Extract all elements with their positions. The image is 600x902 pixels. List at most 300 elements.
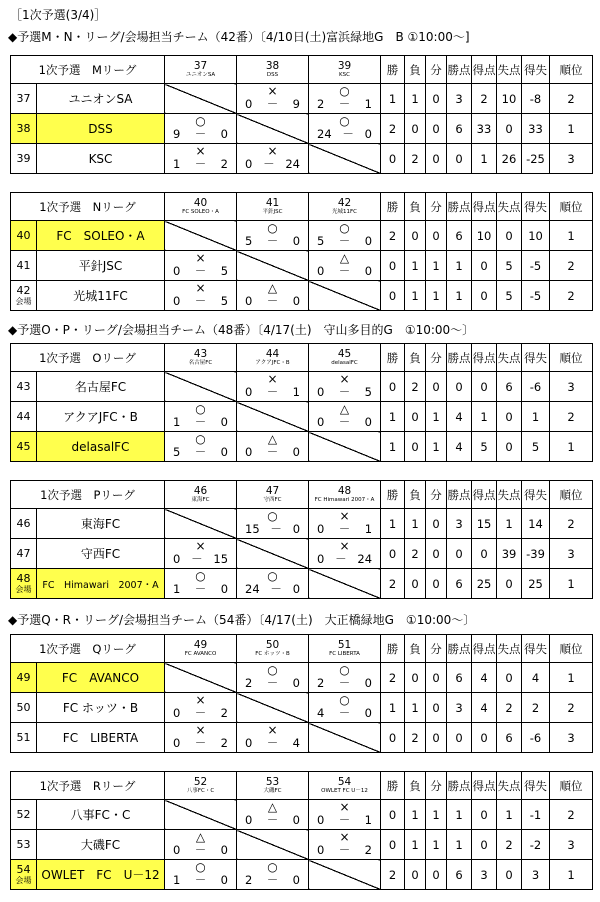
stat-header: 勝点 (447, 344, 472, 372)
team-name: OWLET FC U－12 (37, 860, 165, 890)
team-name: 大磯FC (37, 830, 165, 860)
match-result (165, 569, 237, 599)
team-number: 39 (11, 144, 37, 174)
score-against: 2 (220, 157, 228, 171)
venue-label: 会場 (15, 585, 32, 594)
score-for: 0 (245, 294, 253, 308)
score-dash: － (194, 294, 207, 308)
self-match-cell (165, 221, 237, 251)
result-mark: △ (267, 800, 278, 814)
result-mark: × (339, 830, 350, 844)
score-for: 0 (317, 522, 325, 536)
stat-value: 3 (550, 144, 593, 174)
score-against: 1 (292, 385, 300, 399)
stat-value: 0 (405, 114, 426, 144)
opponent-name: 八事FC・C (186, 788, 215, 794)
result-mark: × (267, 144, 278, 158)
stat-value: 2 (550, 251, 593, 281)
stat-value: 0 (426, 539, 447, 569)
self-match-cell (165, 800, 237, 830)
score-for: 5 (317, 234, 325, 248)
stat-value: 0 (426, 144, 447, 174)
stat-header: 勝 (381, 635, 405, 663)
opponent-header (309, 635, 381, 663)
opponent-header (237, 635, 309, 663)
opponent-name: 大磯FC (263, 788, 282, 794)
section-heading-mn: ◆予選M・N・リーグ/会場担当チーム（42番）〔4/10日(土)富浜緑地G B ①10:00～] (8, 30, 470, 44)
stat-header: 失点 (497, 772, 522, 800)
score-against: 0 (220, 445, 228, 459)
match-result (165, 860, 237, 890)
self-match-cell (165, 372, 237, 402)
score-against: 1 (364, 522, 373, 536)
score-against: 5 (220, 294, 229, 308)
stat-value: 0 (447, 372, 472, 402)
result-mark: △ (267, 281, 278, 295)
result-mark: ○ (267, 569, 278, 583)
team-name: FC AVANCO (37, 663, 165, 693)
league-table (10, 55, 593, 174)
result-mark: △ (339, 251, 350, 265)
stat-value: 1 (447, 800, 472, 830)
stat-value: 1 (405, 281, 426, 311)
league-title: 1次予選 Mリーグ (11, 56, 165, 84)
result-mark: ○ (195, 114, 206, 128)
stat-value: 0 (472, 251, 497, 281)
stat-header: 勝 (381, 193, 405, 221)
team-number: 47 (11, 539, 37, 569)
result-mark: × (267, 84, 278, 98)
stat-value: 0 (472, 723, 497, 753)
stat-value: 0 (472, 800, 497, 830)
self-match-cell (309, 569, 381, 599)
stat-header: 得失 (522, 481, 550, 509)
league-title: 1次予選 Rリーグ (11, 772, 165, 800)
opponent-name: KSC (339, 72, 350, 78)
team-number: 42 会場 (11, 281, 37, 311)
match-result (309, 693, 381, 723)
score-against: 24 (285, 157, 300, 171)
opponent-header (237, 481, 309, 509)
self-match-cell (237, 539, 309, 569)
team-number: 48 会場 (11, 569, 37, 599)
stat-value: -5 (522, 251, 550, 281)
league-title: 1次予選 Pリーグ (11, 481, 165, 509)
match-result (309, 509, 381, 539)
stat-value: 1 (447, 830, 472, 860)
stat-value: 1 (426, 800, 447, 830)
result-mark: × (195, 723, 206, 737)
stat-header: 得失 (522, 193, 550, 221)
match-result (165, 830, 237, 860)
league-table (10, 634, 593, 753)
stat-header: 得点 (472, 344, 497, 372)
stat-header: 得点 (472, 635, 497, 663)
stat-header: 得失 (522, 772, 550, 800)
score-dash: － (266, 234, 279, 248)
score-against: 2 (364, 843, 372, 857)
score-dash: － (266, 813, 279, 827)
score-against: 24 (357, 552, 373, 566)
score-dash: － (338, 813, 351, 827)
match-result (237, 432, 309, 462)
score-against: 2 (220, 706, 228, 720)
stat-value: 0 (426, 84, 447, 114)
stat-value: 0 (497, 402, 522, 432)
match-result (309, 84, 381, 114)
stat-header: 勝点 (447, 635, 472, 663)
team-number: 43 (11, 372, 37, 402)
result-mark: △ (195, 830, 206, 844)
stat-header: 負 (405, 481, 426, 509)
stat-value: 1 (405, 251, 426, 281)
self-match-cell (309, 432, 381, 462)
stat-header: 勝点 (447, 481, 472, 509)
opponent-name: FC AVANCO (184, 651, 217, 657)
stat-value: 1 (550, 432, 593, 462)
opponent-header (165, 772, 237, 800)
opponent-name: FC Himawari 2007・A (314, 497, 375, 503)
score-against: 1 (364, 97, 372, 111)
team-row (11, 693, 593, 723)
stat-value: 1 (550, 221, 593, 251)
stat-header: 勝 (381, 772, 405, 800)
stat-value: 1 (381, 84, 405, 114)
stat-value: 0 (405, 402, 426, 432)
stat-value: 0 (497, 114, 522, 144)
match-result (309, 114, 381, 144)
venue-label: 会場 (15, 297, 32, 306)
venue-label: 会場 (15, 876, 32, 885)
stat-value: 0 (381, 800, 405, 830)
match-result (237, 84, 309, 114)
opponent-number: 44 (265, 348, 280, 360)
opponent-header (309, 481, 381, 509)
stat-value: 6 (497, 372, 522, 402)
score-against: 0 (364, 676, 372, 690)
score-for: 0 (245, 736, 253, 750)
score-for: 4 (317, 706, 325, 720)
result-mark: × (195, 251, 206, 265)
team-name: 八事FC・C (37, 800, 165, 830)
score-for: 5 (245, 234, 253, 248)
team-row (11, 372, 593, 402)
score-dash: － (194, 843, 207, 857)
score-for: 0 (173, 264, 181, 278)
score-for: 0 (245, 157, 253, 171)
opponent-name: 平針JSC (262, 209, 283, 215)
result-mark: ○ (339, 693, 350, 707)
stat-value: 3 (550, 830, 593, 860)
stat-header: 失点 (497, 344, 522, 372)
league-table (10, 192, 593, 311)
score-against: 0 (220, 582, 229, 596)
opponent-name: ユニオンSA (185, 72, 216, 78)
score-against: 2 (220, 736, 228, 750)
stat-value: 0 (447, 144, 472, 174)
stat-value: 0 (405, 569, 426, 599)
stat-value: 1 (426, 402, 447, 432)
score-for: 0 (317, 415, 325, 429)
stat-value: 0 (381, 281, 405, 311)
score-against: 0 (292, 445, 300, 459)
stat-value: 2 (381, 860, 405, 890)
opponent-number: 41 (265, 197, 280, 209)
stat-value: 2 (550, 509, 593, 539)
stat-value: 1 (447, 251, 472, 281)
match-result (309, 830, 381, 860)
opponent-name: DSS (266, 72, 279, 78)
stat-header: 順位 (550, 635, 593, 663)
opponent-name: delasalFC (331, 360, 358, 366)
stat-value: 25 (522, 569, 550, 599)
score-for: 9 (173, 127, 181, 141)
score-for: 1 (173, 415, 181, 429)
team-row (11, 663, 593, 693)
result-mark: ○ (195, 402, 206, 416)
stat-value: 3 (447, 84, 472, 114)
stat-value: 15 (472, 509, 497, 539)
score-dash: － (266, 445, 279, 459)
stat-header: 分 (426, 344, 447, 372)
match-result (165, 723, 237, 753)
stat-header: 得失 (522, 344, 550, 372)
stat-value: 1 (497, 509, 522, 539)
stat-value: 0 (426, 860, 447, 890)
score-for: 0 (245, 813, 253, 827)
score-dash: － (266, 385, 279, 399)
score-against: 4 (292, 736, 300, 750)
match-result (309, 800, 381, 830)
stat-value: -2 (522, 830, 550, 860)
stat-value: 2 (381, 221, 405, 251)
stat-value: 3 (522, 860, 550, 890)
score-dash: － (194, 706, 207, 720)
result-mark: ○ (195, 860, 206, 874)
self-match-cell (237, 251, 309, 281)
stat-value: -8 (522, 84, 550, 114)
opponent-number: 50 (265, 639, 280, 651)
opponent-number: 43 (193, 348, 208, 360)
team-name: ユニオンSA (37, 84, 165, 114)
stat-value: 6 (447, 663, 472, 693)
score-for: 0 (173, 552, 181, 566)
stat-header: 分 (426, 481, 447, 509)
stat-header: 順位 (550, 193, 593, 221)
stat-value: 1 (405, 830, 426, 860)
stat-value: 3 (472, 860, 497, 890)
stat-value: 0 (381, 372, 405, 402)
stat-value: 39 (497, 539, 522, 569)
opponent-number: 40 (193, 197, 208, 209)
stat-header: 得点 (472, 193, 497, 221)
stat-value: 5 (497, 251, 522, 281)
score-against: 0 (292, 582, 301, 596)
score-dash: － (194, 157, 207, 171)
score-dash: － (194, 445, 207, 459)
result-mark: × (339, 372, 350, 386)
stat-value: 2 (381, 663, 405, 693)
result-mark: × (195, 693, 206, 707)
stat-value: 2 (550, 693, 593, 723)
score-for: 0 (245, 385, 253, 399)
stat-header: 順位 (550, 56, 593, 84)
stat-value: -6 (522, 372, 550, 402)
league-title: 1次予選 Oリーグ (11, 344, 165, 372)
stat-value: 3 (447, 509, 472, 539)
result-mark: ○ (339, 114, 350, 128)
stat-header: 失点 (497, 56, 522, 84)
team-number: 46 (11, 509, 37, 539)
stat-header: 勝 (381, 56, 405, 84)
match-result (237, 372, 309, 402)
opponent-header (309, 772, 381, 800)
match-result (237, 663, 309, 693)
stat-value: 5 (522, 432, 550, 462)
stat-value: 0 (497, 569, 522, 599)
stat-value: 0 (426, 663, 447, 693)
result-mark: × (267, 372, 278, 386)
stat-value: 0 (447, 539, 472, 569)
score-dash: － (338, 385, 351, 399)
stat-value: 0 (426, 509, 447, 539)
opponent-number: 46 (193, 485, 208, 497)
stat-value: 2 (405, 372, 426, 402)
score-for: 1 (173, 582, 181, 596)
opponent-header (237, 193, 309, 221)
result-mark: ○ (267, 860, 278, 874)
stat-value: 3 (447, 693, 472, 723)
team-number: 37 (11, 84, 37, 114)
result-mark: ○ (267, 663, 278, 677)
stat-header: 失点 (497, 481, 522, 509)
score-for: 0 (173, 736, 181, 750)
score-dash: － (194, 264, 207, 278)
stat-value: -1 (522, 800, 550, 830)
stat-value: 0 (381, 723, 405, 753)
opponent-number: 51 (337, 639, 352, 651)
team-number: 53 (11, 830, 37, 860)
stat-value: 14 (522, 509, 550, 539)
team-row (11, 281, 593, 311)
stat-value: -25 (522, 144, 550, 174)
score-against: 9 (292, 97, 300, 111)
opponent-name: FC SOLEO・A (182, 209, 219, 215)
match-result (309, 663, 381, 693)
page-title: ［1次予選(3/4)］ (10, 8, 107, 22)
opponent-number: 49 (193, 639, 208, 651)
match-result (165, 251, 237, 281)
score-dash: － (342, 127, 354, 141)
league-title: 1次予選 Nリーグ (11, 193, 165, 221)
team-name: アクアJFC・B (37, 402, 165, 432)
stat-header: 失点 (497, 193, 522, 221)
team-row (11, 251, 593, 281)
team-name: DSS (37, 114, 165, 144)
team-row (11, 221, 593, 251)
team-name: 平針JSC (37, 251, 165, 281)
score-for: 2 (245, 873, 253, 887)
stat-value: 0 (497, 221, 522, 251)
stat-value: 1 (405, 509, 426, 539)
match-result (165, 144, 237, 174)
stat-value: 3 (550, 539, 593, 569)
score-for: 5 (173, 445, 181, 459)
stat-value: 0 (405, 432, 426, 462)
team-number: 50 (11, 693, 37, 723)
team-name: 名古屋FC (37, 372, 165, 402)
team-number: 51 (11, 723, 37, 753)
stat-value: 1 (405, 84, 426, 114)
team-number: 49 (11, 663, 37, 693)
self-match-cell (237, 114, 309, 144)
match-result (165, 114, 237, 144)
self-match-cell (165, 509, 237, 539)
opponent-header (165, 344, 237, 372)
result-mark: × (195, 281, 206, 295)
team-row (11, 84, 593, 114)
stat-value: 2 (550, 281, 593, 311)
stat-value: 2 (405, 144, 426, 174)
score-against: 0 (220, 127, 228, 141)
stat-value: 1 (426, 251, 447, 281)
stat-value: 0 (497, 432, 522, 462)
self-match-cell (309, 723, 381, 753)
match-result (237, 860, 309, 890)
stat-header: 分 (426, 193, 447, 221)
self-match-cell (237, 402, 309, 432)
score-dash: － (338, 264, 351, 278)
score-for: 0 (173, 706, 181, 720)
stat-value: 5 (472, 432, 497, 462)
stat-value: 2 (405, 723, 426, 753)
score-dash: － (266, 294, 279, 308)
score-dash: － (338, 415, 351, 429)
team-name: KSC (37, 144, 165, 174)
opponent-header (165, 481, 237, 509)
stat-value: 0 (381, 539, 405, 569)
opponent-name: 光城11FC (332, 209, 358, 215)
stat-value: 2 (381, 569, 405, 599)
stat-value: 6 (447, 569, 472, 599)
result-mark: × (339, 539, 350, 553)
stat-header: 勝点 (447, 193, 472, 221)
self-match-cell (309, 144, 381, 174)
stat-header: 勝 (381, 344, 405, 372)
stat-value: 1 (550, 114, 593, 144)
league-table (10, 771, 593, 890)
score-dash: － (338, 97, 351, 111)
score-dash: － (263, 157, 275, 171)
stat-value: 1 (426, 830, 447, 860)
opponent-header (237, 772, 309, 800)
team-row (11, 830, 593, 860)
match-result (237, 723, 309, 753)
score-for: 0 (245, 97, 253, 111)
opponent-number: 37 (193, 60, 208, 72)
stat-value: 5 (497, 281, 522, 311)
stat-value: 3 (550, 372, 593, 402)
score-against: 5 (220, 264, 229, 278)
result-mark: △ (267, 432, 278, 446)
match-result (309, 372, 381, 402)
stat-header: 得点 (472, 481, 497, 509)
stat-header: 得点 (472, 772, 497, 800)
score-for: 1 (173, 873, 181, 887)
opponent-name: 守西FC (263, 497, 282, 503)
match-result (237, 800, 309, 830)
league-title: 1次予選 Qリーグ (11, 635, 165, 663)
